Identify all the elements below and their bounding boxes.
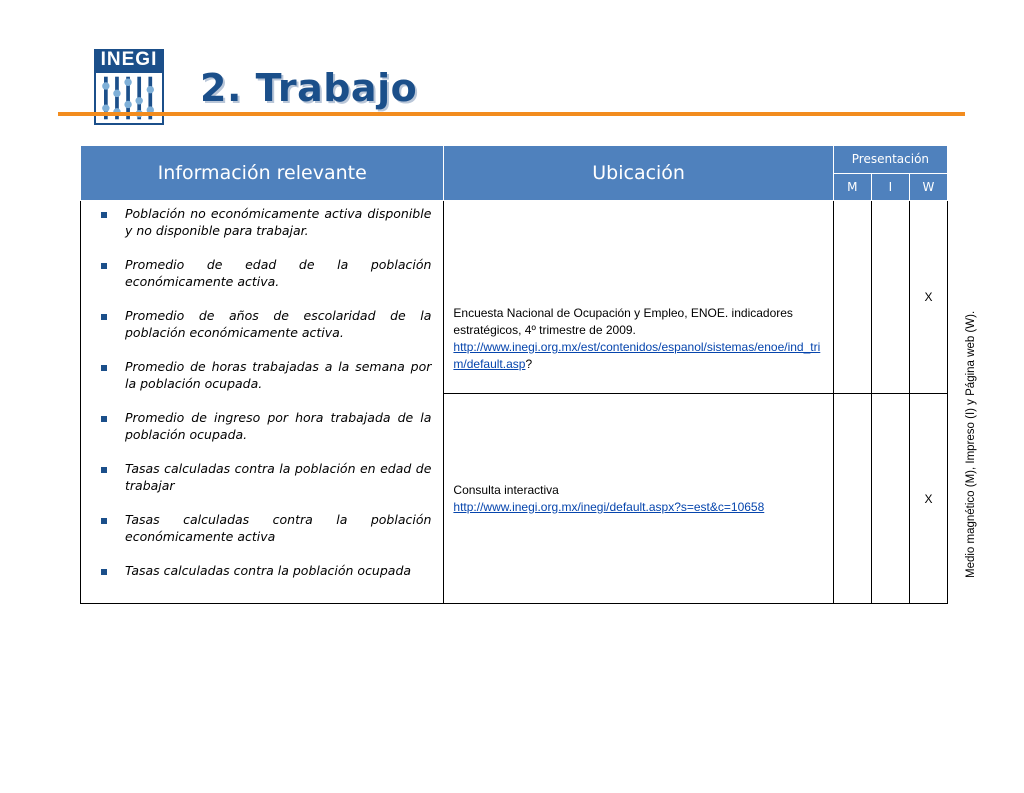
list-item: Promedio de ingreso por hora trabajada de la población ocupada. <box>91 409 431 443</box>
bullet-icon <box>101 569 107 575</box>
m-cell <box>833 201 871 394</box>
ubicacion-text: Encuesta Nacional de Ocupación y Empleo, ENOE. indicadores estratégicos, 4º trimestre de 2009. <box>453 306 793 337</box>
link-suffix: ? <box>525 357 533 371</box>
i-cell <box>871 394 909 604</box>
column-i-header: I <box>871 173 909 201</box>
list-item: Población no económicamente activa disponible y no disponible para trabajar. <box>91 205 431 239</box>
bullet-icon <box>101 314 107 320</box>
m-cell <box>833 394 871 604</box>
list-item: Promedio de edad de la población económicamente activa. <box>91 256 431 290</box>
enoe-link[interactable]: http://www.inegi.org.mx/est/contenidos/espanol/sistemas/enoe/ind_trim/default.asp <box>453 340 821 371</box>
list-item: Promedio de años de escolaridad de la población económicamente activa. <box>91 307 431 341</box>
logo-text: INEGI <box>94 49 164 71</box>
list-item: Tasas calculadas contra la población en edad de trabajar <box>91 460 431 494</box>
column-ubicacion-header: Ubicación <box>444 146 833 201</box>
i-cell <box>871 201 909 394</box>
bullet-icon <box>101 416 107 422</box>
w-cell: X <box>909 394 947 604</box>
column-m-header: M <box>833 173 871 201</box>
bullet-icon <box>101 263 107 269</box>
header-row <box>81 146 948 174</box>
ubicacion-text: Consulta interactiva <box>453 482 559 497</box>
column-w-header: W <box>909 173 947 201</box>
title-divider <box>58 112 965 116</box>
info-cell <box>81 201 444 604</box>
bullet-icon <box>101 518 107 524</box>
info-list <box>91 205 431 579</box>
column-presentacion-header: Presentación <box>833 146 947 174</box>
bullet-icon <box>101 467 107 473</box>
presentation-legend: Medio magnético (M), Impreso (I) y Página web (W). <box>965 310 977 578</box>
column-info-header: Información relevante <box>81 146 444 201</box>
bullet-icon <box>101 212 107 218</box>
list-item: Tasas calculadas contra la población económicamente activa <box>91 511 431 545</box>
bullet-icon <box>101 365 107 371</box>
abacus-icon <box>94 71 164 125</box>
page-title: 2. Trabajo <box>200 66 418 110</box>
table-row <box>81 201 948 394</box>
info-table <box>80 145 948 604</box>
w-cell: X <box>909 201 947 394</box>
ubicacion-cell <box>444 201 833 394</box>
ubicacion-cell <box>444 394 833 604</box>
consulta-link[interactable]: http://www.inegi.org.mx/inegi/default.aspx?s=est&c=10658 <box>453 499 765 514</box>
list-item: Tasas calculadas contra la población ocupada <box>91 562 431 579</box>
list-item: Promedio de horas trabajadas a la semana por la población ocupada. <box>91 358 431 392</box>
